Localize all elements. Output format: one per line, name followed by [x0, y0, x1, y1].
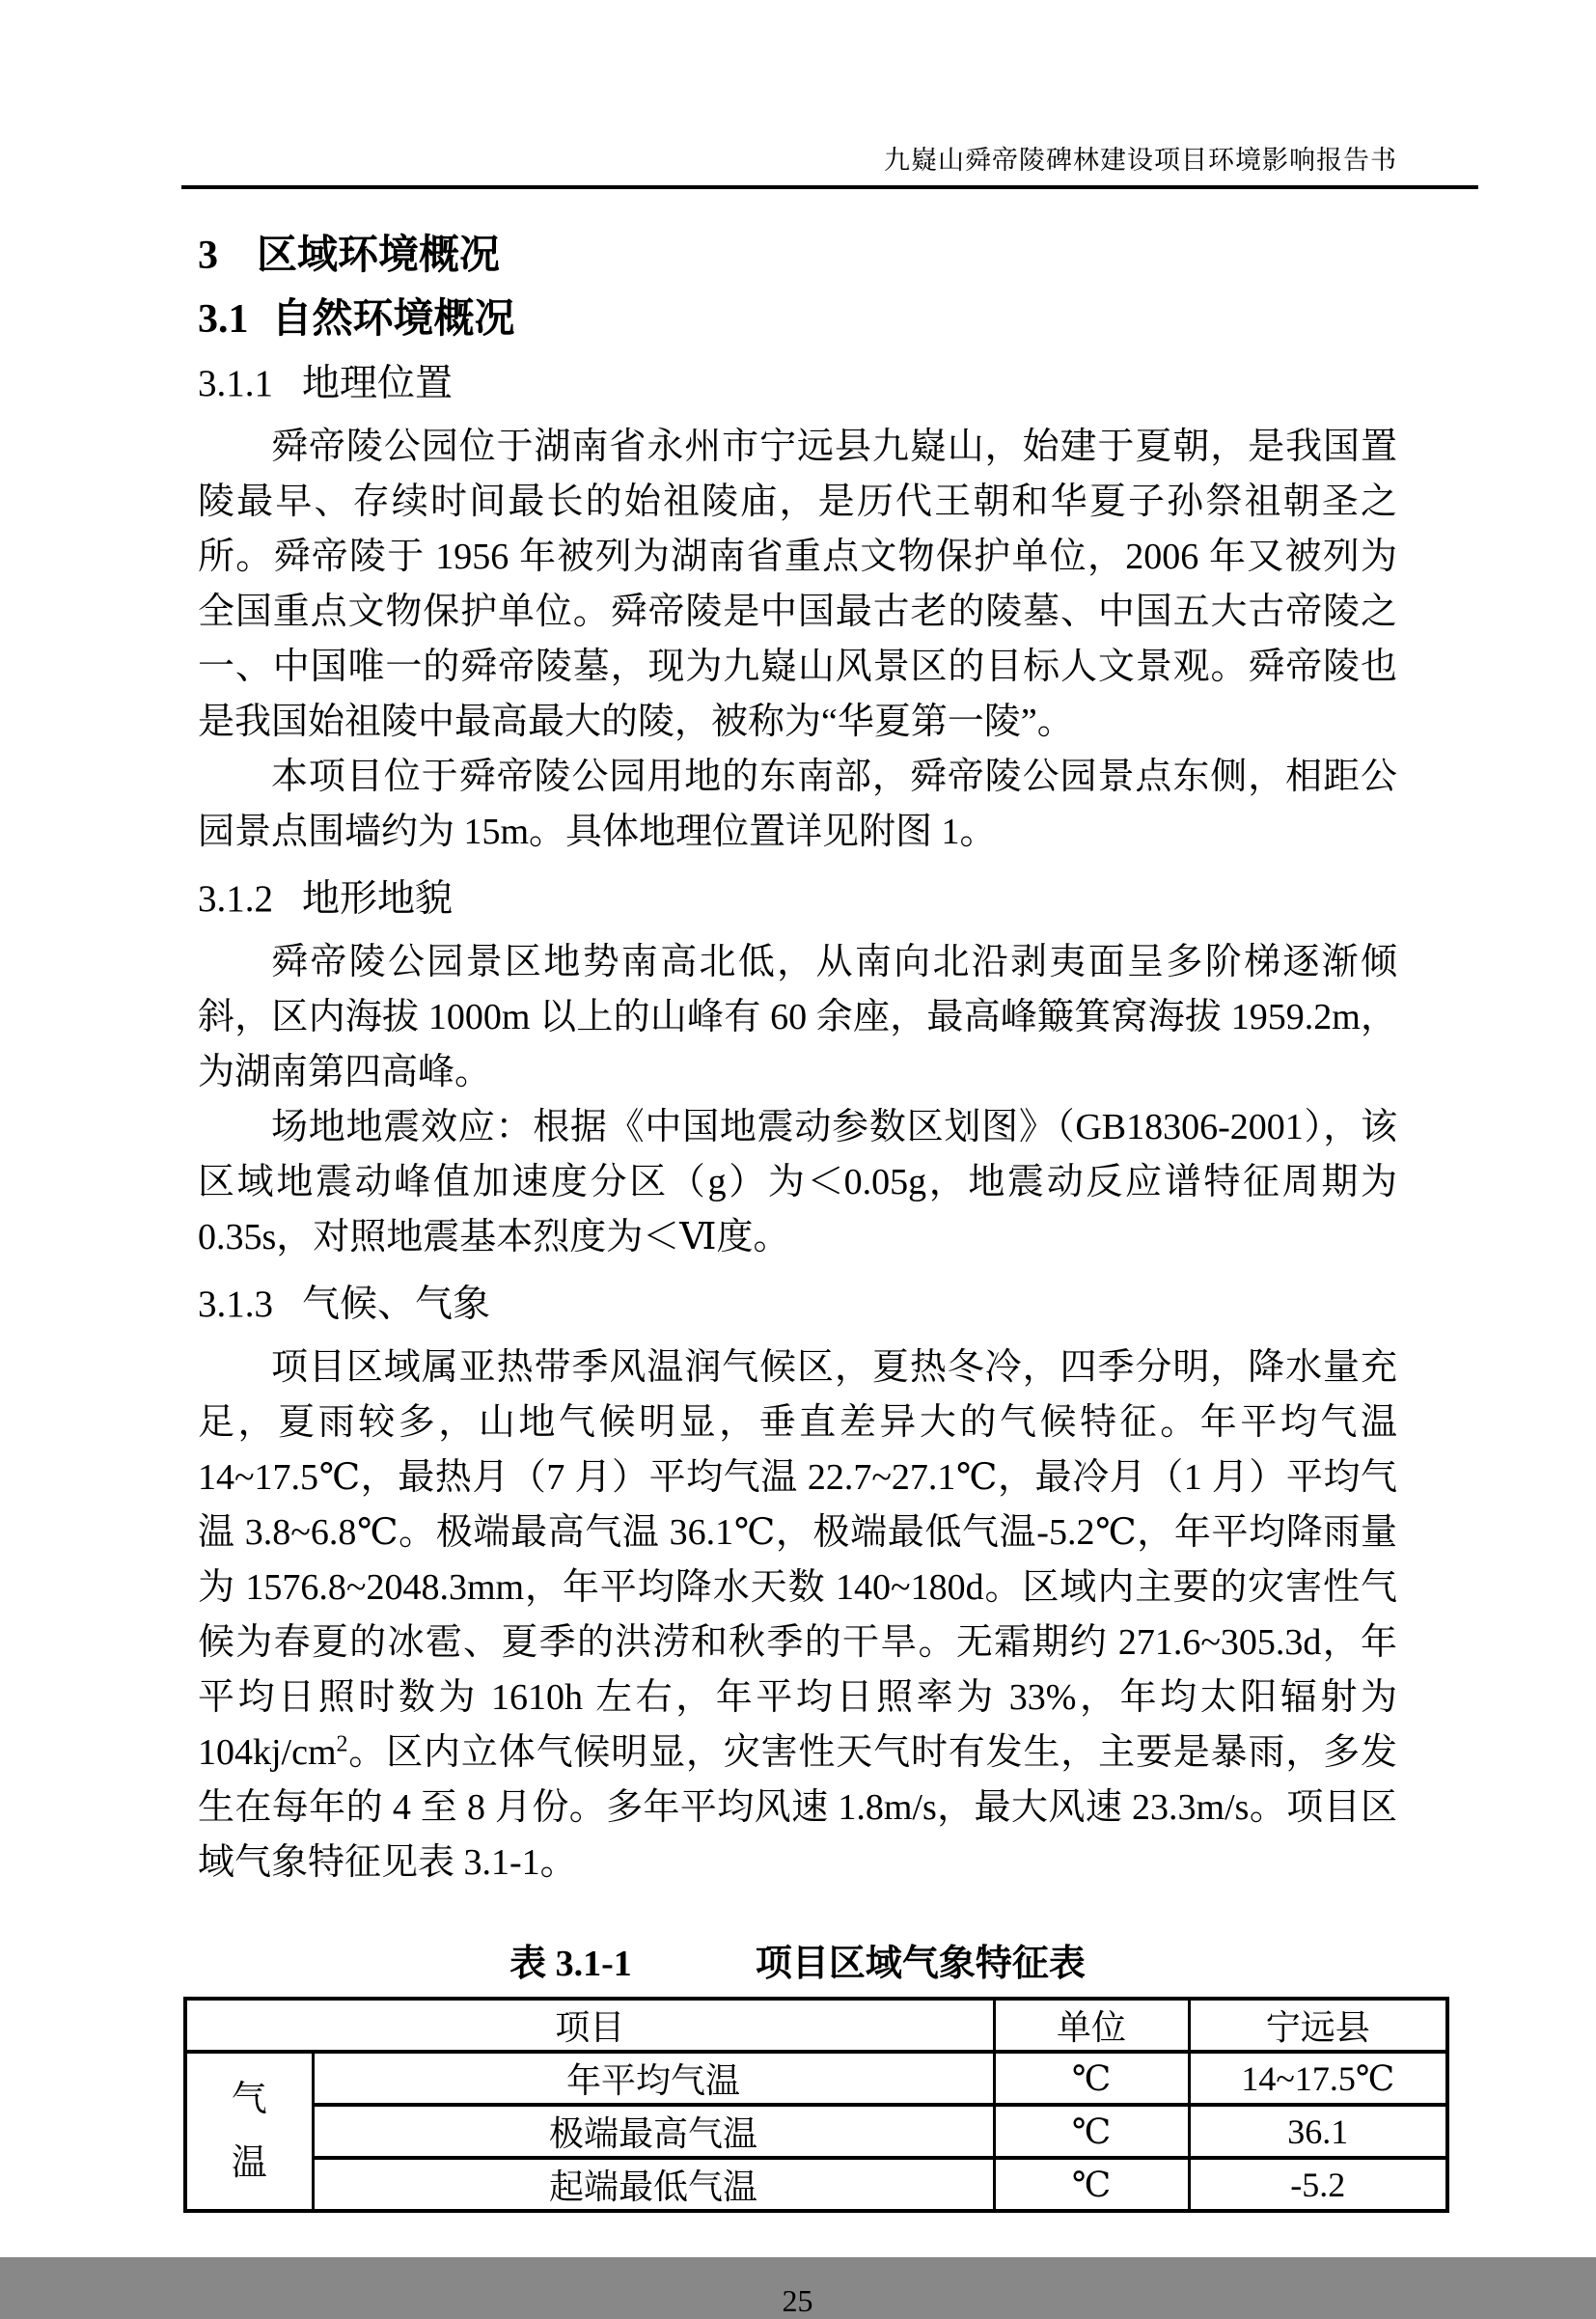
cell-unit: ℃: [994, 2105, 1189, 2158]
table-caption-title: 项目区域气象特征表: [755, 1944, 1086, 1984]
header-cell-unit: 单位: [994, 1999, 1189, 2052]
heading-section: [198, 294, 1397, 345]
superscript-2: 2: [336, 1731, 348, 1757]
cell-value: -5.2: [1189, 2158, 1447, 2211]
page-number: 25: [782, 2283, 813, 2318]
heading-sub-geography-number: 3.1.1: [198, 363, 273, 404]
table-row: [185, 2105, 1447, 2158]
heading-chapter: [198, 231, 1397, 281]
table-row: [185, 2158, 1447, 2211]
paragraph-climate-part2: 。区内立体气候明显，灾害性天气时有发生，主要是暴雨，多发生在每年的 4 至 8 月份。多年平均风速 1.8m/s，最大风速 23.3m/s。项目区域气象特征见表 3.1-1。: [198, 1732, 1397, 1883]
paragraph-climate-part1: 项目区域属亚热带季风温润气候区，夏热冬冷，四季分明，降水量充足，夏雨较多，山地气候明显，垂直差异大的气候特征。年平均气温 14~17.5℃，最热月（7 月）平均气温 22.7~27.1℃，最冷月（1 月）平均气温 3.8~6.8℃。极端最高气温 36.1℃，极端最低气温-5.2℃，年平均降雨量为 1576.8~2048.3mm，年平均降水天数 140~180d。区域内主要的灾害性气候为春夏的冰雹、夏季的洪涝和秋季的干旱。无霜期约 271.6~305.3d，年平均日照时数为 1610h 左右，年平均日照率为 33%，年均太阳辐射为 104kj/cm: [198, 1347, 1397, 1773]
cell-item: 起端最低气温: [313, 2158, 994, 2211]
table-caption-label: 表 3.1-1: [509, 1944, 632, 1984]
heading-sub-climate-number: 3.1.3: [198, 1284, 273, 1325]
cell-value: 14~17.5℃: [1189, 2052, 1447, 2105]
paragraph-geography-1: 舜帝陵公园位于湖南省永州市宁远县九嶷山，始建于夏朝，是我国置陵最早、存续时间最长的始祖陵庙，是历代王朝和华夏子孙祭祖朝圣之所。舜帝陵于 1956 年被列为湖南省重点文物保护单位，2006 年又被列为全国重点文物保护单位。舜帝陵是中国最古老的陵墓、中国五大古帝陵之一、中国唯一的舜帝陵墓，现为九嶷山风景区的目标人文景观。舜帝陵也是我国始祖陵中最高最大的陵，被称为“华夏第一陵”。: [198, 427, 1397, 742]
temperature-group-cell: [185, 2052, 313, 2211]
paragraph-geography-2: 本项目位于舜帝陵公园用地的东南部，舜帝陵公园景点东侧，相距公园景点围墙约为 15m。具体地理位置详见附图 1。: [198, 757, 1397, 852]
header-cell-region: 宁远县: [1189, 1999, 1447, 2052]
cell-item: 年平均气温: [313, 2052, 994, 2105]
table-row: [185, 2052, 1447, 2105]
cell-value: 36.1: [1189, 2105, 1447, 2158]
heading-sub-geography-title: 地理位置: [302, 363, 454, 404]
heading-sub-terrain: [198, 875, 1397, 924]
heading-section-number: 3.1: [198, 297, 249, 342]
heading-sub-terrain-number: 3.1.2: [198, 878, 273, 920]
table-header-row: [185, 1999, 1447, 2052]
temperature-group-label: 气温: [231, 2079, 267, 2183]
cell-unit: ℃: [994, 2052, 1189, 2105]
weather-table: [183, 1997, 1449, 2213]
running-header-title: 九嶷山舜帝陵碑林建设项目环境影响报告书: [884, 146, 1397, 175]
paragraph-climate: [198, 1340, 1397, 1891]
heading-sub-climate: [198, 1281, 1397, 1329]
paragraph-seismic: 场地地震效应：根据《中国地震动参数区划图》（GB18306-2001），该区域地震动峰值加速度分区（g）为＜0.05g，地震动反应谱特征周期为 0.35s，对照地震基本烈度为＜Ⅵ度。: [198, 1107, 1397, 1257]
heading-sub-geography: [198, 360, 1397, 408]
heading-sub-terrain-title: 地形地貌: [302, 878, 454, 920]
heading-section-title: 自然环境概况: [271, 297, 515, 342]
paragraph-terrain: 舜帝陵公园景区地势南高北低，从南向北沿剥夷面呈多阶梯逐渐倾斜，区内海拔 1000m 以上的山峰有 60 余座，最高峰簸箕窝海拔 1959.2m，为湖南第四高峰。: [198, 942, 1397, 1092]
cell-item: 极端最高气温: [313, 2105, 994, 2158]
heading-sub-climate-title: 气候、气象: [302, 1284, 491, 1325]
header-rule: [181, 185, 1478, 189]
page-content: [198, 0, 1397, 2319]
table-caption: [198, 1941, 1397, 1987]
cell-unit: ℃: [994, 2158, 1189, 2211]
heading-chapter-title: 区域环境概况: [257, 234, 501, 278]
heading-chapter-number: 3: [198, 234, 218, 278]
header-cell-item: 项目: [185, 1999, 994, 2052]
running-header: [198, 145, 1397, 177]
